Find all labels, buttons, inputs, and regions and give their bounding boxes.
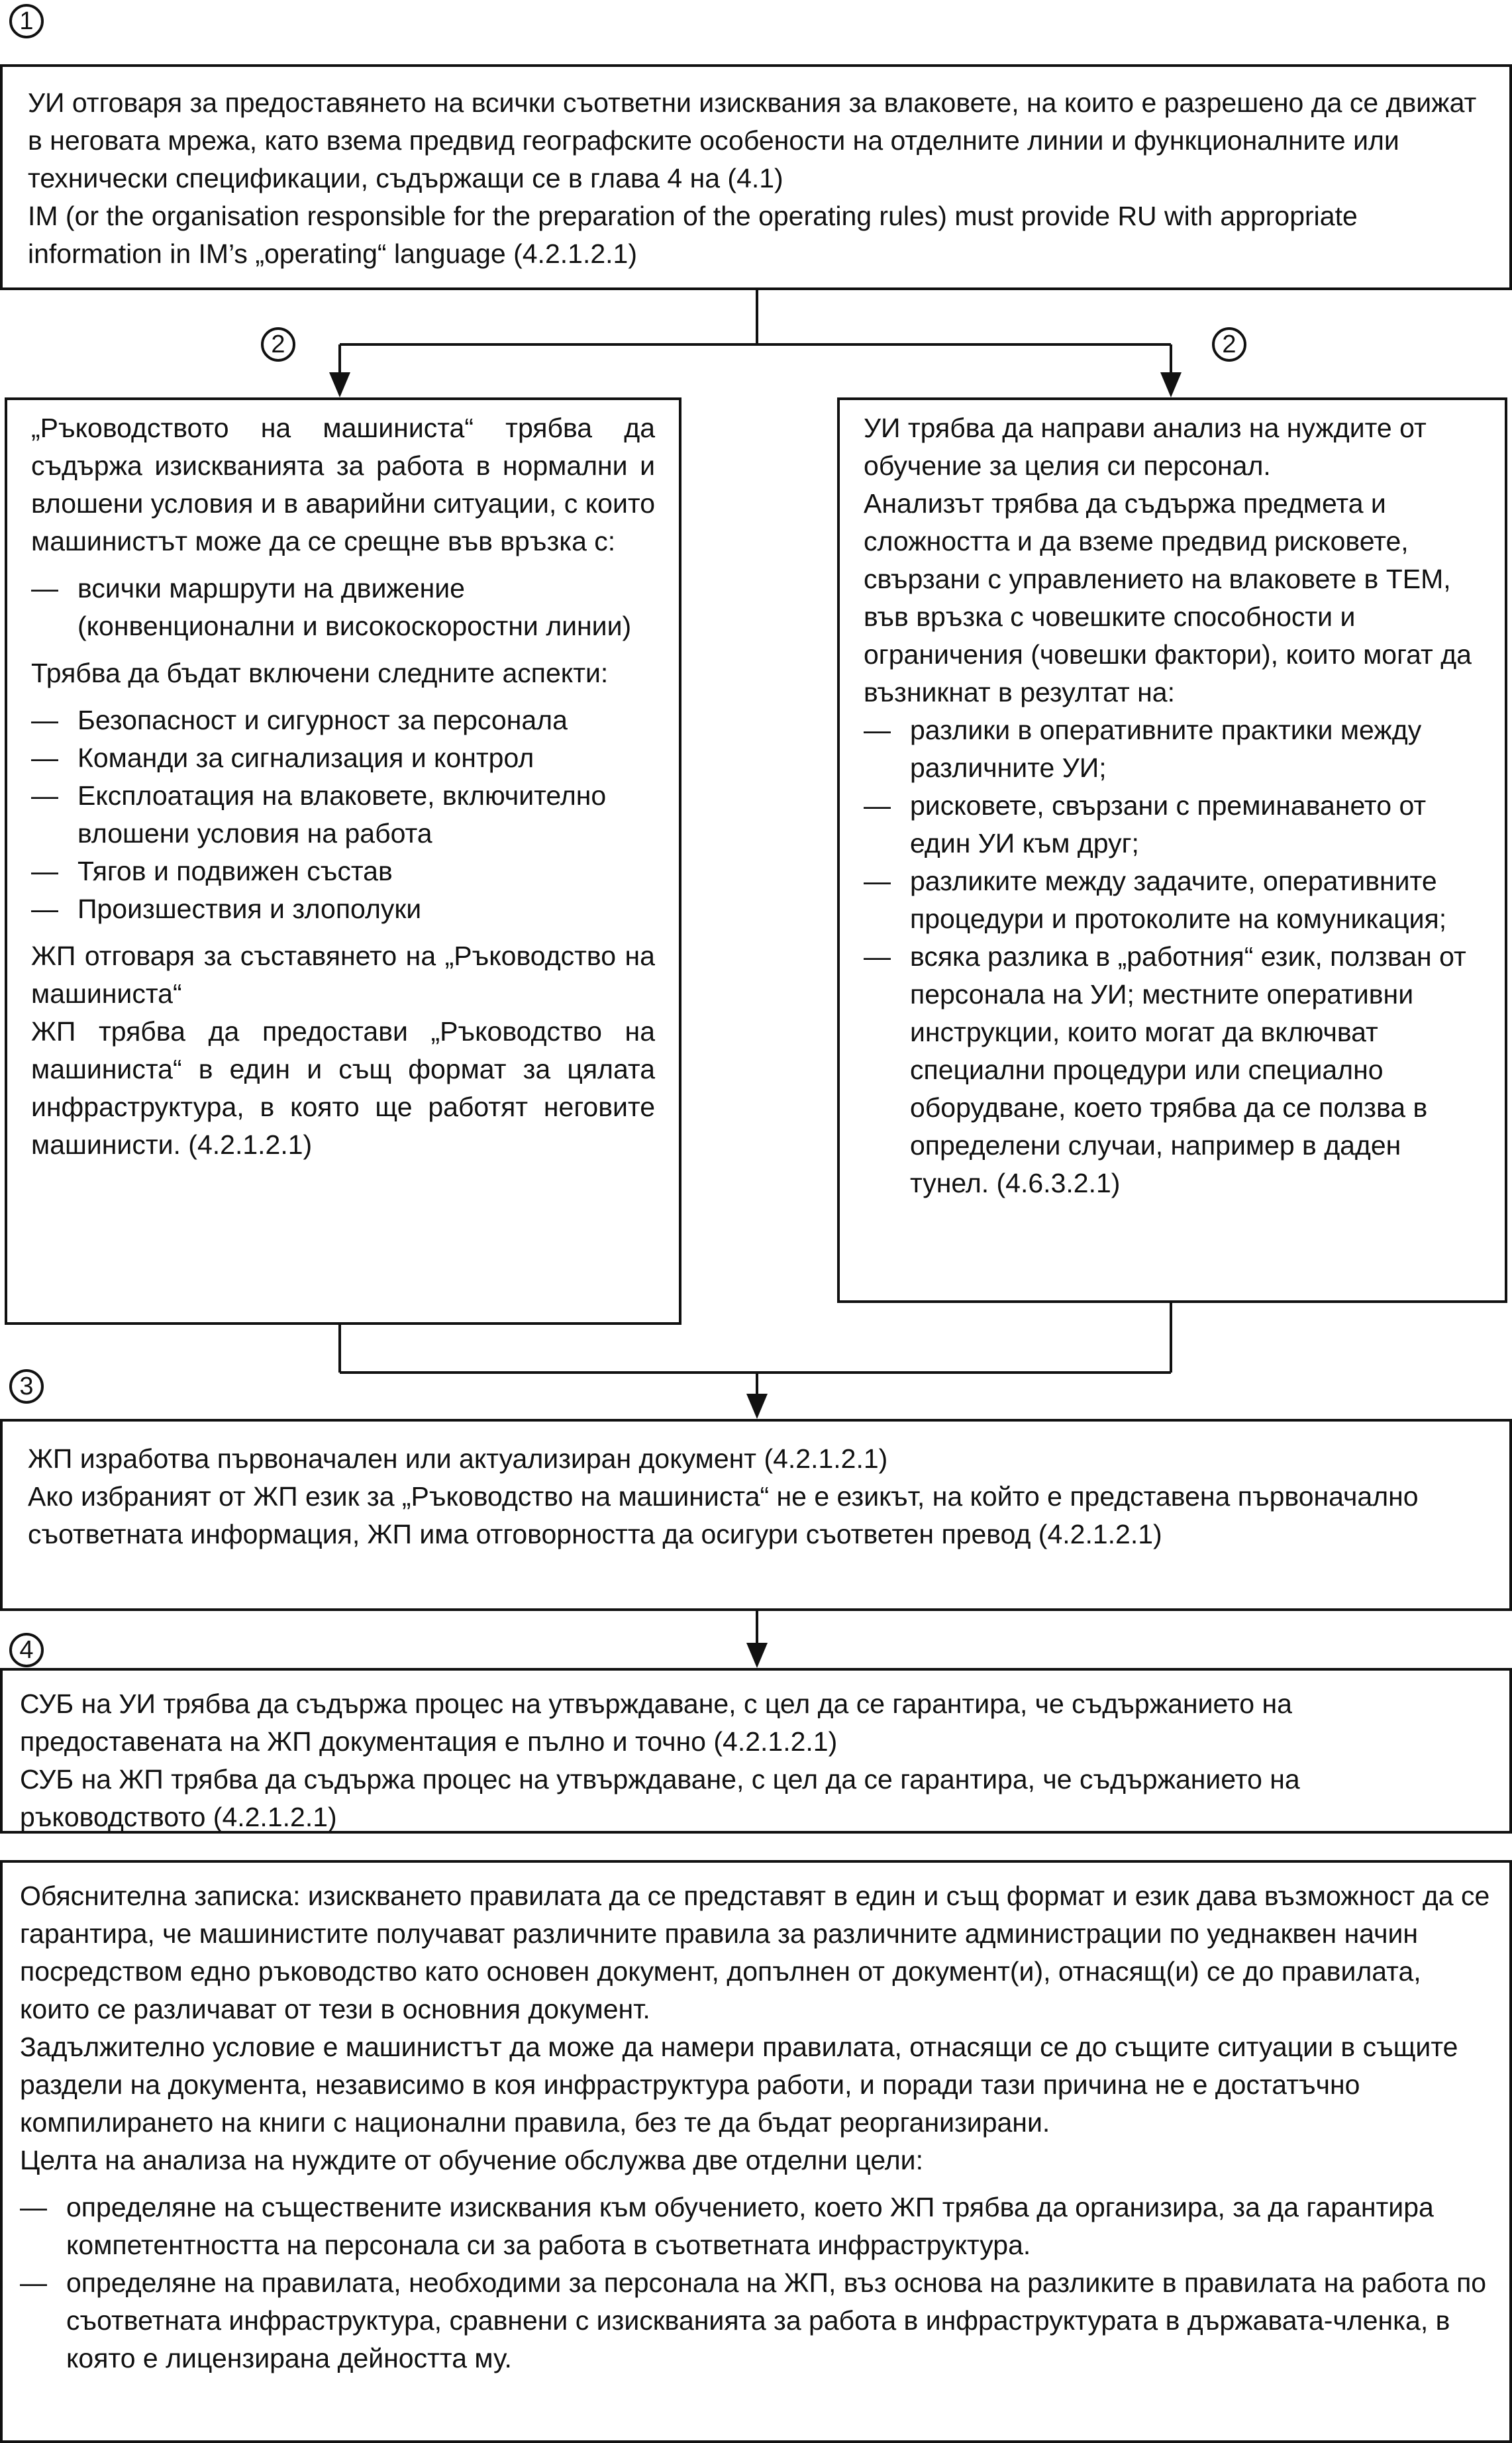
note-para-1: Обяснителна записка: изискването правилата да се представят в един и същ формат и език дава възможност да се гарантира, че машинистите получават различните правила за различните администрации по уеднаквен начин посредством едно ръководство като основен документ, допълнен от документ(и), отнасящ(и) се до правилата, които се различават от тези в основния документ. xyxy=(20,1881,1490,2024)
step-marker-2-right: 2 xyxy=(1212,327,1246,362)
step3-text-2: Ако избраният от ЖП език за „Ръководство на машиниста“ не е езикът, на който е представена първоначално съответната информация, ЖП има отговорността да осигури съответен превод (4.2.1.2.1) xyxy=(28,1481,1419,1549)
ru-provide-manual: ЖП трябва да предостави „Ръководство на машиниста“ в един и същ формат за цялата инфраструктура, в която ще работят неговите машинисти. (4.2.1.2.1) xyxy=(31,1016,655,1160)
step4-text-1: СУБ на УИ трябва да съдържа процес на утвърждаване, с цел да се гарантира, че съдържанието на предоставената на ЖП документация е пълно и точно (4.2.1.2.1) xyxy=(20,1689,1292,1757)
step1-box xyxy=(0,64,1512,290)
list-item: — Команди за сигнализация и контрол xyxy=(31,739,655,777)
routes-list xyxy=(31,570,655,645)
list-item: — Тягов и подвижен състав xyxy=(31,853,655,890)
step4-box xyxy=(0,1668,1512,1834)
step3-text-1: ЖП изработва първоначален или актуализиран документ (4.2.1.2.1) xyxy=(28,1443,888,1474)
step-marker-4: 4 xyxy=(9,1633,44,1667)
step4-text-2: СУБ на ЖП трябва да съдържа процес на утвърждаване, с цел да се гарантира, че съдържанието на ръководството (4.2.1.2.1) xyxy=(20,1764,1300,1832)
step1-text-en: IM (or the organisation responsible for the preparation of the operating rules) must provide RU with appropriate information in IM’s „operating“ language (4.2.1.2.1) xyxy=(28,201,1358,269)
step3-box xyxy=(0,1419,1512,1611)
step-marker-3: 3 xyxy=(9,1369,44,1404)
list-item: — рисковете, свързани с преминаването от един УИ към друг; xyxy=(864,787,1481,862)
training-analysis-content: Анализът трябва да съдържа предмета и сложността и да вземе предвид рисковете, свързани с управлението на влаковете в ТЕМ, във връзка с човешките способности и ограничения (човешки фактори), които могат да възникнат в резултат на: xyxy=(864,488,1472,707)
list-item: — всяка разлика в „работния“ език, ползван от персонала на УИ; местните оперативни инструкции, които могат да включват специални процедури или специално оборудване, което трябва да се ползва в определени случаи, например в даден тунел. (4.6.3.2.1) xyxy=(864,938,1481,1202)
list-item: — Безопасност и сигурност за персонала xyxy=(31,702,655,739)
list-item: — разликите между задачите, оперативните процедури и протоколите на комуникация; xyxy=(864,862,1481,938)
list-item: — определяне на правилата, необходими за персонала на ЖП, въз основа на разликите в правилата на работа по съответната инфраструктура, сравнени с изискванията за работа в инфраструктурата в държавата-членка, в която е лицензирана дейността му. xyxy=(20,2264,1492,2377)
aspects-list xyxy=(31,702,655,928)
note-goals-list xyxy=(20,2189,1492,2377)
list-item: — разлики в оперативните практики между различните УИ; xyxy=(864,711,1481,787)
step2-right-box xyxy=(837,397,1507,1303)
risk-list xyxy=(864,711,1481,1202)
step-marker-1: 1 xyxy=(9,4,44,38)
training-analysis-intro: УИ трябва да направи анализ на нуждите от обучение за целия си персонал. xyxy=(864,413,1427,481)
note-para-2: Задължително условие е машинистът да може да намери правилата, отнасящи се до същите ситуации в същите раздели на документа, независимо в коя инфраструктура работи, и поради тази причина не е достатъчно компилирането на книги с национални правила, без те да бъдат реорганизирани. xyxy=(20,2032,1458,2138)
driver-manual-intro: „Ръководството на машиниста“ трябва да съдържа изискванията за работа в нормални и влошени условия и в аварийни ситуации, с които машинистът може да се срещне във връзка с: xyxy=(31,413,655,556)
arrowhead-step4-icon xyxy=(746,1643,768,1668)
note-para-3: Целта на анализа на нуждите от обучение обслужва две отделни цели: xyxy=(20,2145,923,2175)
aspects-intro: Трябва да бъдат включени следните аспекти: xyxy=(31,658,609,688)
step1-text-bg: УИ отговаря за предоставянето на всички съответни изисквания за влаковете, на които е разрешено да се движат в неговата мрежа, като взема предвид географските особености на отделните линии и функционалните или технически спецификации, съдържащи се в глава 4 на (4.1) xyxy=(28,87,1477,193)
list-item: — Експлоатация на влаковете, включително влошени условия на работа xyxy=(31,777,655,853)
ru-responsibility: ЖП отговаря за съставянето на „Ръководство на машиниста“ xyxy=(31,941,655,1009)
list-item: — определяне на съществените изисквания към обучението, което ЖП трябва да организира, за да гарантира компетентността на персонала си за работа в съответната инфраструктура. xyxy=(20,2189,1492,2264)
arrowhead-right-icon xyxy=(1160,372,1182,397)
step2-left-box xyxy=(5,397,681,1325)
arrowhead-step3-icon xyxy=(746,1394,768,1419)
explanatory-note-box xyxy=(0,1860,1512,2443)
list-item: — Произшествия и злополуки xyxy=(31,890,655,928)
step-marker-2-left: 2 xyxy=(261,327,295,362)
list-item: — всички маршрути на движение (конвенционални и високоскоростни линии) xyxy=(31,570,655,645)
arrowhead-left-icon xyxy=(329,372,350,397)
